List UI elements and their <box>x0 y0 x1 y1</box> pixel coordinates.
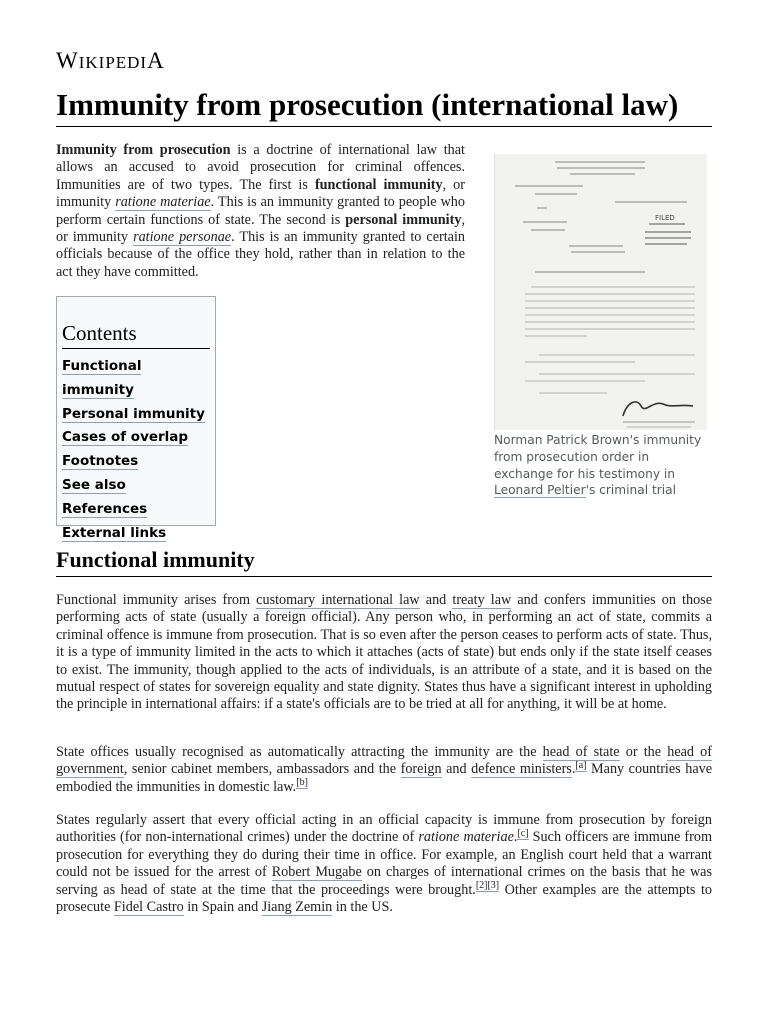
toc-item-functional-immunity[interactable] <box>62 355 210 403</box>
page-title: Immunity from prosecution (international law) <box>56 86 712 127</box>
defence-ministers-link[interactable]: defence ministers <box>471 761 572 778</box>
fidel-castro-link[interactable]: Fidel Castro <box>113 899 184 916</box>
p2-text-1: State offices usually recognised as automatically attracting the immunity are the <box>56 744 543 760</box>
lead-text-4: , or immunity <box>56 211 465 246</box>
footnote-a-link[interactable]: [a] <box>575 759 587 771</box>
toc-list <box>62 355 210 545</box>
toc-item-label: External links <box>62 524 167 541</box>
section-heading-functional-immunity: Functional immunity <box>56 546 712 577</box>
lead-text-5: . This is an immunity granted to certain officials because of the office they hold, rather than in relation to the act they have committed. <box>56 229 466 280</box>
footnote-b-link[interactable]: [b] <box>296 777 308 789</box>
lead-bold-2: functional immunity <box>314 176 443 193</box>
toc-item-label: References <box>62 500 148 517</box>
section1-paragraph-3 <box>56 812 712 916</box>
p3-text-7: in the US. <box>332 899 393 916</box>
head-of-state-link[interactable]: head of state <box>542 744 620 760</box>
customary-international-law-link[interactable]: customary international law <box>256 592 420 608</box>
court-order-scan <box>495 154 707 430</box>
toc-item-cases-of-overlap[interactable] <box>62 426 210 450</box>
footnote-c-link[interactable]: [c] <box>517 827 529 839</box>
filed-stamp: FILED <box>655 214 675 222</box>
caption-text-1: Norman Patrick Brown's immunity from prosecution order in exchange for his testimony in <box>494 433 702 481</box>
p1-text-2: and <box>419 592 453 608</box>
p3-text-5: Other examples are the attempts to prosecute <box>56 881 712 916</box>
lead-text-3: . This is an immunity granted to people who perform certain functions of state. The second is <box>56 194 465 228</box>
p2-text-3: , senior cabinet members, ambassadors and the <box>123 761 401 778</box>
section1-paragraph-1 <box>56 592 712 714</box>
ratione-personae-link[interactable] <box>133 229 231 246</box>
lead-bold-1: Immunity from prosecution <box>56 142 231 158</box>
toc-item-external-links[interactable] <box>62 522 210 546</box>
section1-paragraph-2: State offices usually recognised as automatically attracting the immunity are the head of state or the head of government, senior cabinet members, ambassadors and the foreign and defence ministers.[a] Many countries have embodied the immunities in domestic law.[b] <box>56 744 713 795</box>
toc-item-label: Personal immunity <box>62 405 205 422</box>
toc-item-personal-immunity[interactable] <box>62 403 210 427</box>
lead-text-1: is a doctrine of international law that allows an accused to avoid prosecution for criminal offences. Immunities are of two types. The first is <box>56 142 465 193</box>
foreign-link[interactable]: foreign <box>400 761 442 778</box>
p2-text-4: and <box>441 761 472 778</box>
toc-item-label: See also <box>62 476 126 493</box>
caption-text-2: 's criminal trial <box>585 483 677 498</box>
lead-text-2: , or immunity <box>56 176 465 211</box>
toc-item-footnotes[interactable] <box>62 450 210 474</box>
p3-text-2: . <box>513 829 518 846</box>
robert-mugabe-link[interactable]: Robert Mugabe <box>271 864 362 881</box>
toc-item-see-also[interactable] <box>62 474 210 498</box>
table-of-contents <box>56 296 216 541</box>
figure-caption <box>494 432 706 499</box>
toc-item-label: Functional immunity <box>62 358 142 398</box>
jiang-zemin-link[interactable]: Jiang Zemin <box>261 899 333 916</box>
ratione-personae-text: ratione personae <box>133 229 232 246</box>
p2-text-2: or the <box>619 744 668 760</box>
lead-paragraph <box>56 142 465 281</box>
ratione-materiae-text: ratione materiae <box>115 194 211 211</box>
p3-italic-ratione-materiae: ratione materiae <box>418 829 514 846</box>
p3-text-6: in Spain and <box>183 899 262 916</box>
leonard-peltier-link[interactable]: Leonard Peltier <box>494 483 586 498</box>
logo-rendered: WIKIPEDIA <box>56 48 165 73</box>
p3-text-1: States regularly assert that every official acting in an official capacity is immune from prosecution by foreign authorities (for non-international crimes) under the doctrine of <box>56 812 712 846</box>
document-figure <box>494 154 706 499</box>
toc-title: Contents <box>62 321 210 349</box>
footnote-2-3-link[interactable]: [2][3] <box>475 879 500 891</box>
p2-text-5: Many countries have embodied the immunities in domestic law. <box>56 761 713 795</box>
p1-text-3: and confers immunities on those performing acts of state (usually a foreign official). Any person who, in performing an act of state, commits a criminal offence is immune from prosecution. That is so even after the person ceases to perform acts of state. Thus, it is a type of immunity limited in the acts to which it attaches (acts of state) but ends only if the state itself ceases to exist. The immunity, though applied to the acts of individuals, is an attribute of a state, and it is based on the mutual respect of states for sovereign equality and state dignity. States thus have a significant interest in upholding the principle in international affairs: if a state's officials are to be tried at all for anything, it will be at home. <box>56 592 712 713</box>
wikipedia-logo[interactable] <box>56 48 165 74</box>
head-of-government-link[interactable]: head of government <box>56 744 712 778</box>
p1-text-1: Functional immunity arises from <box>56 592 257 608</box>
p3-text-3: Such officers are immune from prosecution for everything they do during their time in office. For example, an English court held that a warrant could not be issued for the arrest of <box>56 829 713 881</box>
toc-item-label: Footnotes <box>62 453 139 470</box>
toc-item-references[interactable] <box>62 498 210 522</box>
lead-bold-3: personal immunity <box>345 211 462 228</box>
ratione-materiae-link[interactable] <box>115 194 210 211</box>
court-order-image[interactable] <box>494 154 707 430</box>
treaty-law-link[interactable]: treaty law <box>452 592 512 608</box>
p3-text-4: on charges of international crimes on the basis that he was serving as head of state at the time that the proceedings were brought. <box>56 864 713 898</box>
toc-item-label: Cases of overlap <box>62 429 189 446</box>
